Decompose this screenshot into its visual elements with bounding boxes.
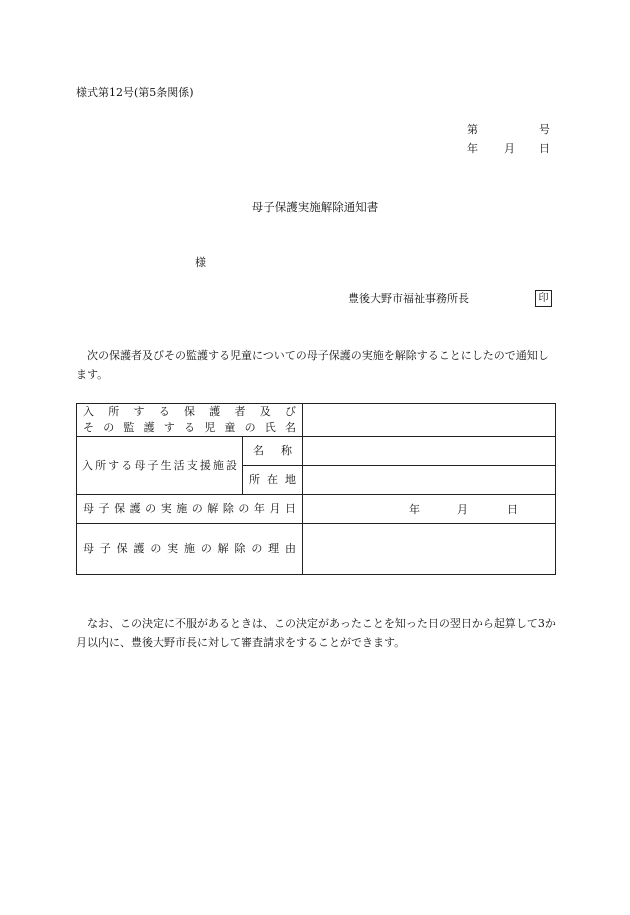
release-date-day: 日 [507, 503, 518, 516]
release-reason-label-cell [77, 524, 303, 575]
guardian-label-line1: 入所する保護者及び [83, 405, 296, 418]
date-day-label: 日 [539, 142, 550, 155]
guardian-label-line2: その監護する児童の氏名 [83, 421, 296, 434]
release-reason-label: 母子保護の実施の解除の理由 [83, 542, 296, 555]
notice-table [76, 403, 556, 575]
table-row [77, 437, 556, 466]
guardian-name-field[interactable] [303, 404, 556, 437]
addressee-suffix: 様 [195, 256, 206, 269]
table-row [77, 404, 556, 437]
facility-address-label: 所在地 [249, 473, 296, 486]
facility-address-field[interactable] [303, 466, 556, 495]
date-month-label: 月 [504, 142, 515, 155]
form-number: 様式第12号(第5条関係) [76, 86, 194, 99]
release-date-label: 母子保護の実施の解除の年月日 [83, 502, 296, 515]
facility-name-label-cell [243, 437, 303, 466]
facility-label-cell [77, 437, 243, 495]
release-reason-field[interactable] [303, 524, 556, 575]
table-row [77, 495, 556, 524]
seal-stamp: 印 [535, 290, 552, 307]
table-row [77, 524, 556, 575]
document-title [0, 200, 630, 214]
release-date-label-cell [77, 495, 303, 524]
document-number-suffix: 号 [539, 123, 550, 136]
date-year-label: 年 [467, 142, 478, 155]
facility-name-label: 名称 [253, 444, 292, 457]
guardian-label-cell [77, 404, 303, 437]
intro-paragraph: 次の保護者及びその監護する児童についての母子保護の実施を解除することにしたので通知します。 [76, 349, 549, 381]
facility-address-label-cell [243, 466, 303, 495]
facility-label: 入所する母子生活支援施設 [82, 458, 237, 472]
facility-name-field[interactable] [303, 437, 556, 466]
closing-paragraph: なお、この決定に不服があるときは、この決定があったことを知った日の翌日から起算して3か月以内に、豊後大野市長に対して審査請求をすることができます。 [76, 617, 556, 649]
release-date-field[interactable] [303, 495, 556, 524]
issuer-name: 豊後大野市福祉事務所長 [348, 292, 469, 305]
document-title-text: 母子保護実施解除通知書 [251, 200, 379, 214]
release-date-year: 年 [409, 503, 420, 516]
release-date-month: 月 [457, 503, 468, 516]
document-number-prefix: 第 [467, 123, 478, 136]
